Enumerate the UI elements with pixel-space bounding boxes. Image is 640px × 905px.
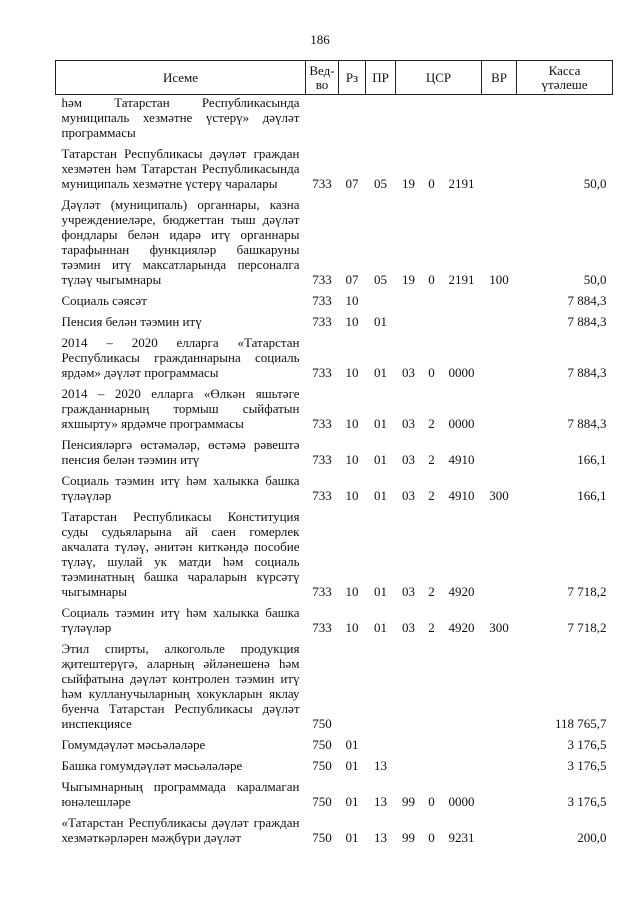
header-vr: ВР: [482, 61, 517, 95]
row-csr-subprogram: [422, 731, 442, 752]
row-csr-direction: 0000: [448, 794, 475, 809]
row-csr-subprogram: 0: [428, 830, 435, 845]
row-vr: [482, 431, 517, 467]
row-csr-subprogram: 2: [428, 620, 435, 635]
row-name: Башка гомумдәүләт мәсьәләләре: [61, 758, 243, 773]
row-amount: 50,0: [583, 176, 607, 191]
row-rz: 01: [345, 794, 359, 809]
row-rz: 07: [345, 176, 359, 191]
row-csr-subprogram: 2: [428, 584, 435, 599]
row-ved: 750: [312, 758, 332, 773]
row-pr: 01: [374, 488, 387, 503]
row-ved: 733: [312, 293, 332, 308]
row-vr: [482, 95, 517, 141]
row-pr: 01: [374, 452, 387, 467]
row-name: Чыгымнарның программада каралмаган юнәлешләре: [61, 779, 300, 809]
row-vr: [482, 287, 517, 308]
row-pr: 01: [374, 584, 387, 599]
row-csr-subprogram: [422, 635, 442, 731]
row-rz: 01: [345, 758, 359, 773]
row-pr: [366, 95, 396, 141]
table-row: [56, 329, 613, 380]
row-name: Социаль сәясәт: [61, 293, 147, 308]
row-csr-program: 03: [402, 584, 415, 599]
row-amount: 50,0: [583, 272, 607, 287]
row-csr-subprogram: [422, 308, 442, 329]
row-pr: 01: [374, 365, 387, 380]
row-csr-direction: [442, 635, 482, 731]
row-name: Гомумдәүләт мәсьәләләре: [61, 737, 206, 752]
row-csr-program: 03: [402, 488, 415, 503]
row-name: Татарстан Республикасы Конституция суды судьяларына ай саен гомерлек акчалата түләү, әнитән киткәндә пособие түләү, шулай ук матди һәм социаль тәэминатның башка чараларын күрсәтү чыгымнары: [61, 509, 300, 599]
table-row: [56, 431, 613, 467]
header-name: Исеме: [56, 61, 306, 95]
row-pr: 01: [374, 620, 387, 635]
row-csr-direction: 4920: [448, 620, 475, 635]
row-pr: 13: [374, 830, 387, 845]
row-csr-subprogram: 0: [428, 365, 435, 380]
row-name: «Татарстан Республикасы дәүләт граждан хезмәткәрләрен мәҗбүри дәүләт: [61, 815, 300, 845]
row-rz: 10: [345, 416, 359, 431]
row-amount: 200,0: [577, 830, 607, 845]
row-amount: 7 884,3: [567, 293, 607, 308]
row-vr: [482, 752, 517, 773]
table-row: [56, 380, 613, 431]
row-csr-direction: 4920: [448, 584, 475, 599]
table-row: [56, 308, 613, 329]
row-amount: 7 718,2: [567, 620, 607, 635]
row-csr-subprogram: 2: [428, 452, 435, 467]
row-csr-program: [396, 287, 422, 308]
row-ved: 733: [312, 365, 332, 380]
row-rz: 01: [345, 830, 359, 845]
row-pr: 13: [374, 794, 387, 809]
header-pr: ПР: [366, 61, 396, 95]
row-pr: [366, 635, 396, 731]
row-csr-subprogram: [422, 287, 442, 308]
row-vr: [482, 140, 517, 191]
table-header-row: [56, 61, 613, 95]
row-ved: 733: [312, 272, 332, 287]
header-rz: Рз: [339, 61, 366, 95]
row-vr: [482, 308, 517, 329]
row-name: Социаль тәэмин итү һәм халыкка башка түләүләр: [61, 605, 300, 635]
row-rz: 01: [345, 737, 359, 752]
row-csr-program: 99: [402, 794, 415, 809]
row-vr: [482, 773, 517, 809]
row-rz: 10: [345, 314, 359, 329]
row-csr-subprogram: 0: [428, 794, 435, 809]
row-ved: 750: [312, 794, 332, 809]
row-csr-program: [396, 95, 422, 141]
row-csr-direction: [442, 308, 482, 329]
row-pr: [366, 287, 396, 308]
row-rz: 10: [345, 488, 359, 503]
row-amount: 7 884,3: [567, 416, 607, 431]
row-csr-program: [396, 731, 422, 752]
row-csr-program: 19: [402, 176, 415, 191]
row-csr-direction: 0000: [448, 365, 475, 380]
row-ved: 750: [312, 716, 332, 731]
row-csr-program: 03: [402, 416, 415, 431]
row-pr: [366, 731, 396, 752]
row-csr-program: 19: [402, 272, 415, 287]
row-ved: 750: [312, 830, 332, 845]
table-row: [56, 503, 613, 599]
row-csr-program: [396, 635, 422, 731]
table-row: [56, 773, 613, 809]
row-csr-subprogram: 0: [428, 272, 435, 287]
row-rz: 10: [345, 365, 359, 380]
table-row: [56, 635, 613, 731]
row-pr: 01: [374, 314, 387, 329]
row-name: Татарстан Республикасы дәүләт граждан хезмәтен һәм Татарстан Республикасында муниципаль хезмәтне үстерү чаралары: [61, 146, 300, 191]
header-kassa: Касса үтәлеше: [517, 61, 613, 95]
row-name: Пенсияләргә өстәмәләр, өстәмә рәвештә пенсия белән тәэмин итү: [61, 437, 300, 467]
row-amount: 7 718,2: [567, 584, 607, 599]
row-amount: 166,1: [577, 452, 607, 467]
row-ved: 750: [312, 737, 332, 752]
row-csr-subprogram: [422, 95, 442, 141]
row-csr-program: [396, 308, 422, 329]
row-ved: 733: [312, 488, 332, 503]
table-row: [56, 95, 613, 141]
row-pr: 01: [374, 416, 387, 431]
row-ved: 733: [312, 416, 332, 431]
row-csr-program: 03: [402, 620, 415, 635]
table-row: [56, 809, 613, 845]
row-ved: 733: [312, 176, 332, 191]
row-ved: [306, 95, 339, 141]
row-vr: [482, 731, 517, 752]
row-csr-program: 03: [402, 365, 415, 380]
row-name: Пенсия белән тәэмин итү: [61, 314, 202, 329]
row-name: Дәүләт (муниципаль) органнары, казна учреждениеләре, бюджеттан тыш дәүләт фондлары белән идарә итү органнары тарафыннан функцияләр башкаруны тәэмин итү максатларында персоналга түләү чыгымнары: [61, 197, 300, 287]
budget-table: [55, 60, 613, 845]
row-csr-direction: 0000: [448, 416, 475, 431]
row-amount: 118 765,7: [554, 716, 607, 731]
row-ved: 733: [312, 584, 332, 599]
row-csr-direction: [442, 95, 482, 141]
row-amount: [517, 95, 613, 141]
row-name: 2014 – 2020 елларга «Өлкән яшьтәге гражданнарның тормыш сыйфатын яхшырту» ярдәмче программасы: [61, 386, 300, 431]
row-amount: 3 176,5: [567, 794, 607, 809]
row-csr-direction: 2191: [448, 272, 475, 287]
row-csr-subprogram: 2: [428, 488, 435, 503]
row-pr: 05: [374, 176, 387, 191]
row-rz: [339, 95, 366, 141]
row-rz: 10: [345, 452, 359, 467]
row-vr: 300: [489, 620, 509, 635]
row-amount: 7 884,3: [567, 314, 607, 329]
row-csr-program: [396, 752, 422, 773]
row-csr-direction: 2191: [448, 176, 475, 191]
row-csr-direction: [442, 731, 482, 752]
row-ved: 733: [312, 452, 332, 467]
row-name: Этил спирты, алкогольле продукция җитештерүгә, аларның әйләнешенә һәм сыйфатына дәүләт контролен тәэмин итү һәм кулланучыларның хокукларын яклау буенча Татарстан Республикасы дәүләт инспекциясе: [61, 641, 300, 731]
row-vr: 100: [489, 272, 509, 287]
row-vr: [482, 329, 517, 380]
row-csr-direction: [442, 752, 482, 773]
row-pr: 05: [374, 272, 387, 287]
row-rz: 10: [345, 293, 359, 308]
row-pr: 13: [374, 758, 387, 773]
row-csr-direction: [442, 287, 482, 308]
row-rz: [339, 635, 366, 731]
row-amount: 3 176,5: [567, 758, 607, 773]
header-csr: ЦСР: [396, 61, 482, 95]
row-csr-direction: 9231: [448, 830, 475, 845]
row-vr: 300: [489, 488, 509, 503]
row-csr-direction: 4910: [448, 488, 475, 503]
row-rz: 10: [345, 584, 359, 599]
row-csr-direction: 4910: [448, 452, 475, 467]
page-number: 186: [310, 32, 330, 47]
row-amount: 7 884,3: [567, 365, 607, 380]
row-rz: 07: [345, 272, 359, 287]
row-vr: [482, 635, 517, 731]
table-row: [56, 191, 613, 287]
row-csr-program: 99: [402, 830, 415, 845]
row-csr-subprogram: 0: [428, 176, 435, 191]
row-name: Социаль тәэмин итү һәм халыкка башка түләүләр: [61, 473, 300, 503]
table-row: [56, 752, 613, 773]
row-vr: [482, 503, 517, 599]
row-ved: 733: [312, 620, 332, 635]
row-vr: [482, 809, 517, 845]
table-row: [56, 599, 613, 635]
table-row: [56, 731, 613, 752]
row-vr: [482, 380, 517, 431]
row-name: 2014 – 2020 елларга «Татарстан Республикасы гражданнарына социаль ярдәм» дәүләт программасы: [61, 335, 300, 380]
row-rz: 10: [345, 620, 359, 635]
row-csr-subprogram: 2: [428, 416, 435, 431]
row-csr-subprogram: [422, 752, 442, 773]
table-row: [56, 467, 613, 503]
row-csr-program: 03: [402, 452, 415, 467]
row-name: һәм Татарстан Республикасында муниципаль хезмәтне үстерү» дәүләт программасы: [61, 95, 300, 140]
table-row: [56, 140, 613, 191]
row-amount: 3 176,5: [567, 737, 607, 752]
table-row: [56, 287, 613, 308]
row-amount: 166,1: [577, 488, 607, 503]
header-ved: Вед- во: [306, 61, 339, 95]
row-ved: 733: [312, 314, 332, 329]
